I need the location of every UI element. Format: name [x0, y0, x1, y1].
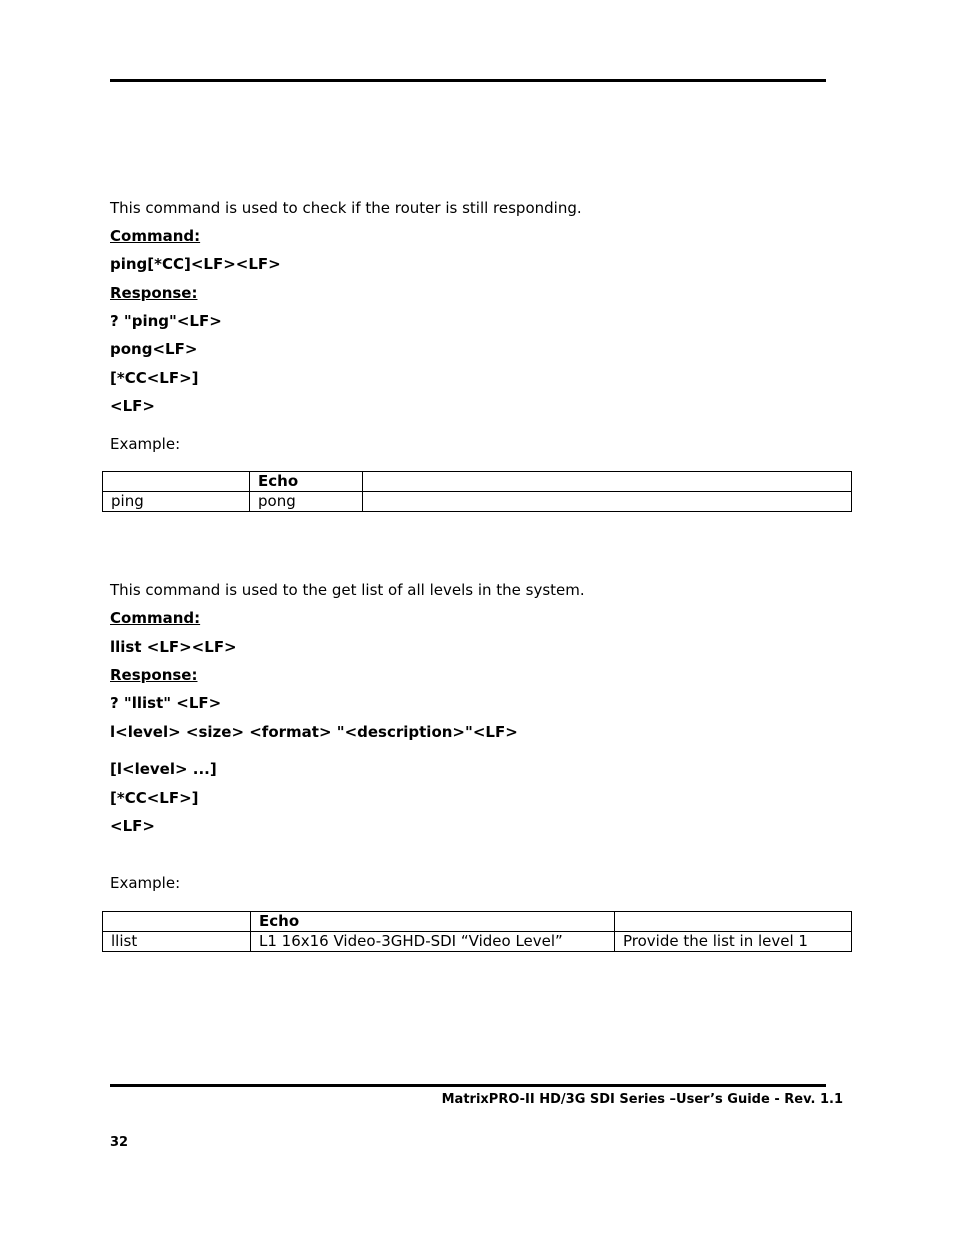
llist-command: llist <LF><LF>: [110, 638, 237, 656]
table-cell: L1 16x16 Video-3GHD-SDI “Video Level”: [251, 932, 615, 952]
footer-title: MatrixPRO-II HD/3G SDI Series –User’s Guide - Rev. 1.1: [441, 1092, 843, 1107]
table-cell: pong: [250, 492, 363, 512]
llist-description: This command is used to the get list of all levels in the system.: [110, 581, 585, 599]
llist-response-line: [l<level> ...]: [110, 760, 217, 778]
ping-description: This command is used to check if the router is still responding.: [110, 199, 582, 217]
llist-response-label: Response:: [110, 666, 198, 684]
ping-response-label: Response:: [110, 284, 198, 302]
llist-command-label: Command:: [110, 609, 201, 627]
table-cell: [363, 492, 852, 512]
table-header-cell: [103, 472, 250, 492]
llist-response-line: ? "llist" <LF>: [110, 694, 222, 712]
ping-response-line: ? "ping"<LF>: [110, 312, 222, 330]
ping-command: ping[*CC]<LF><LF>: [110, 255, 281, 273]
llist-response-line: <LF>: [110, 817, 155, 835]
table-header-cell: [103, 912, 251, 932]
table-row: [103, 492, 852, 512]
table-cell: Provide the list in level 1: [615, 932, 852, 952]
table-header-cell: Echo: [251, 912, 615, 932]
table-row: [103, 932, 852, 952]
llist-response-line: l<level> <size> <format> "<description>"<LF>: [110, 723, 518, 741]
table-cell: ping: [103, 492, 250, 512]
page-number: 32: [110, 1135, 129, 1150]
ping-example-label: Example:: [110, 435, 181, 453]
llist-example-table: [102, 911, 852, 952]
ping-response-line: <LF>: [110, 397, 155, 415]
ping-response-line: [*CC<LF>]: [110, 369, 199, 387]
table-header-row: [103, 912, 852, 932]
table-cell: llist: [103, 932, 251, 952]
table-header-cell: [363, 472, 852, 492]
table-header-cell: Echo: [250, 472, 363, 492]
table-header-cell: [615, 912, 852, 932]
footer-rule: [110, 1084, 826, 1087]
llist-example-label: Example:: [110, 874, 181, 892]
llist-response-line: [*CC<LF>]: [110, 789, 199, 807]
ping-command-label: Command:: [110, 227, 201, 245]
table-header-row: [103, 472, 852, 492]
header-rule: [110, 79, 826, 82]
ping-example-table: [102, 471, 852, 512]
ping-response-line: pong<LF>: [110, 340, 198, 358]
